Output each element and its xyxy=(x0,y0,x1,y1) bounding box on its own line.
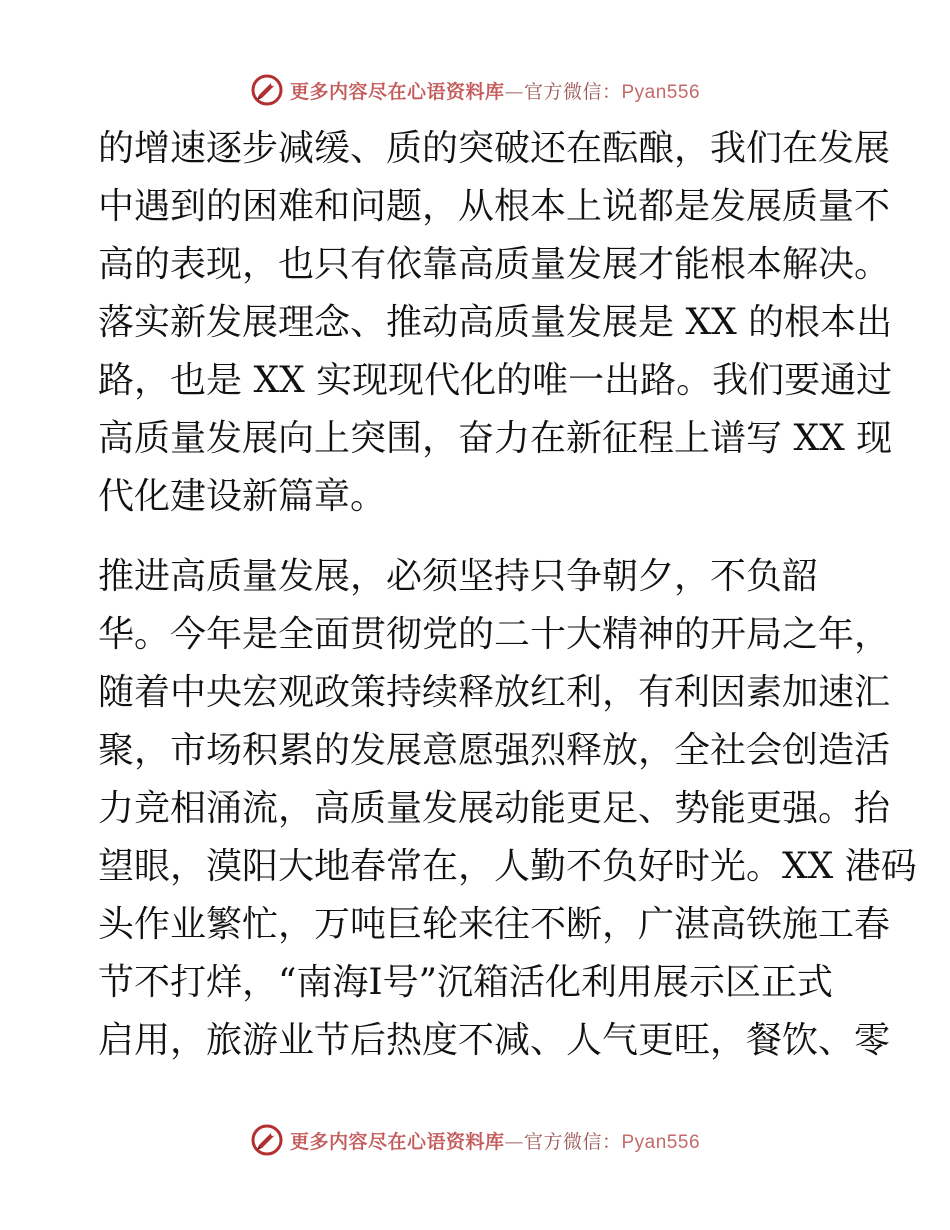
text-line: 代化建设新篇章。 xyxy=(98,476,387,517)
site-name: 更多内容尽在心语资料库 xyxy=(289,1130,505,1153)
site-name: 更多内容尽在心语资料库 xyxy=(289,80,505,103)
text-line: 路，也是 XX 实现现代化的唯一出路。我们要通过 xyxy=(98,360,893,401)
header-banner-text xyxy=(290,77,700,104)
text-line: 中遇到的困难和问题，从根本上说都是发展质量不 xyxy=(98,186,891,227)
text-line: 随着中央宏观政策持续释放红利，有利因素加速汇 xyxy=(98,672,891,713)
header-banner xyxy=(0,70,950,110)
footer-banner xyxy=(0,1120,950,1160)
text-line: 推进高质量发展，必须坚持只争朝夕，不负韶 xyxy=(98,556,819,597)
brand-logo-icon xyxy=(250,73,284,107)
text-line: 高的表现，也只有依靠高质量发展才能根本解决。 xyxy=(98,244,891,285)
text-line: 华。今年是全面贯彻党的二十大精神的开局之年， xyxy=(98,614,891,655)
text-line: 聚，市场积累的发展意愿强烈释放，全社会创造活 xyxy=(98,730,891,771)
separator-dash: — xyxy=(504,1130,524,1153)
separator-dash: — xyxy=(504,80,524,103)
text-line: 节不打烊，“南海Ⅰ号”沉箱活化利用展示区正式 xyxy=(98,962,834,1003)
paragraph-gap xyxy=(98,526,858,548)
brand-logo-icon xyxy=(250,1123,284,1157)
text-line: 启用，旅游业节后热度不减、人气更旺，餐饮、零 xyxy=(98,1020,891,1061)
text-line: 望眼，漠阳大地春常在，人勤不负好时光。XX 港码 xyxy=(98,846,917,887)
text-line: 头作业繁忙，万吨巨轮来往不断，广湛高铁施工春 xyxy=(98,904,891,945)
wechat-id: Pyan556 xyxy=(621,1131,701,1153)
paragraph-1 xyxy=(98,120,893,526)
wechat-id: Pyan556 xyxy=(621,81,701,103)
document-body xyxy=(98,120,917,1070)
text-line: 高质量发展向上突围，奋力在新征程上谱写 XX 现 xyxy=(98,418,893,459)
paragraph-2 xyxy=(98,548,917,1070)
wechat-label: 官方微信： xyxy=(523,80,622,103)
text-line: 落实新发展理念、推动高质量发展是 XX 的根本出 xyxy=(98,302,893,343)
text-line: 的增速逐步减缓、质的突破还在酝酿，我们在发展 xyxy=(98,128,891,169)
wechat-label: 官方微信： xyxy=(523,1130,622,1153)
footer-banner-text xyxy=(290,1127,700,1154)
text-line: 力竞相涌流，高质量发展动能更足、势能更强。抬 xyxy=(98,788,891,829)
